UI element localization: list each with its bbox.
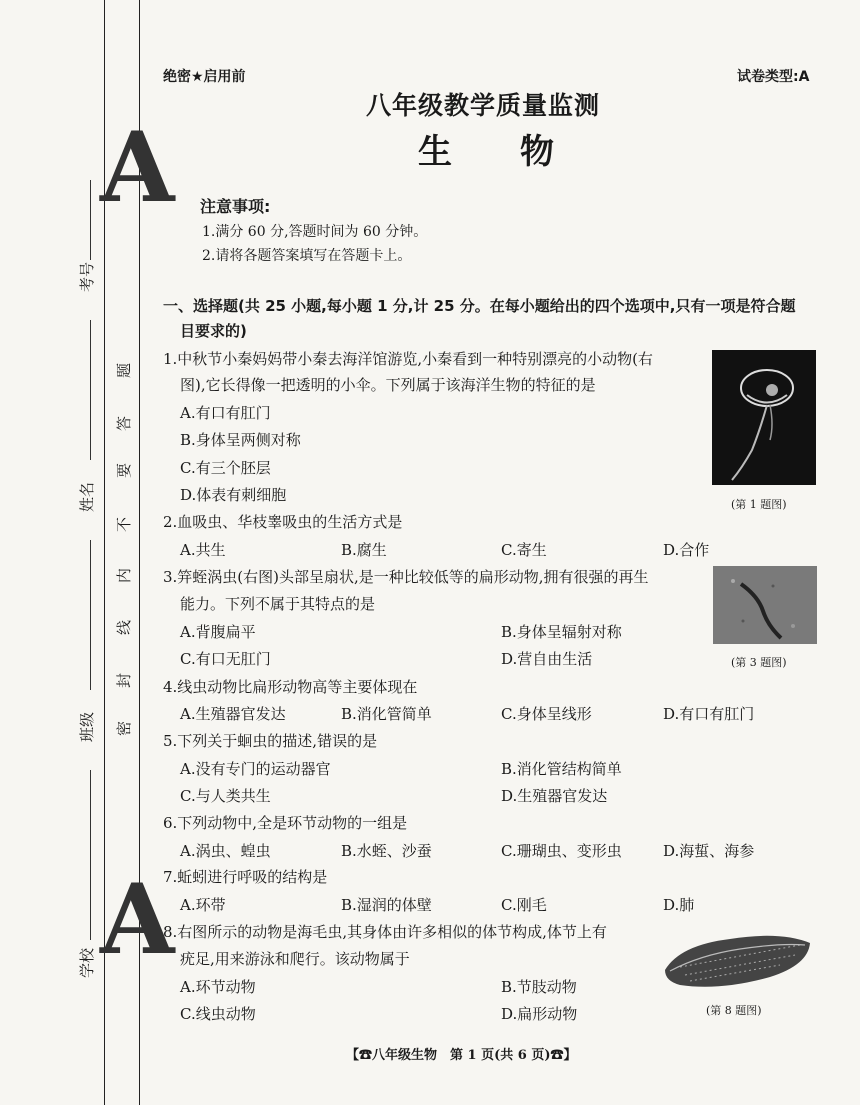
option: C.与人类共生 [180,787,271,805]
option: A.没有专门的运动器官 [180,760,331,778]
option: D.海蜇、海参 [663,842,755,860]
option: A.涡虫、蝗虫 [180,842,271,860]
option: B.消化管简单 [341,705,432,723]
option: A.有口有肛门 [180,404,271,422]
question-stem: 能力。下列不属于其特点的是 [180,595,376,613]
paper-type-letter-bottom: A [100,863,175,976]
sea-mouse-image [660,925,815,995]
option: B.水蛭、沙蚕 [341,842,432,860]
option: B.湿润的体壁 [341,896,432,914]
option: D.扁形动物 [501,1005,578,1023]
option: C.身体呈线形 [501,705,592,723]
section-heading: 一、选择题(共 25 小题,每小题 1 分,计 25 分。在每小题给出的四个选项中,只有一项是符合题 [163,297,796,315]
notes-item: 1.满分 60 分,答题时间为 60 分钟。 [202,224,428,240]
seal-char: 答 [115,415,134,432]
paper-type-letter-top: A [100,111,175,224]
exam-no-label: 考号 [78,261,96,292]
seal-char: 线 [115,619,134,636]
question-stem: 4.线虫动物比扁形动物高等主要体现在 [163,678,418,696]
seal-char: 要 [115,462,134,479]
question-stem: 1.中秋节小秦妈妈带小秦去海洋馆游览,小秦看到一种特别漂亮的小动物(右 [163,350,653,368]
option: D.肺 [663,896,695,914]
exam-no-line [90,180,91,260]
planarian-image [713,566,817,644]
question-stem: 7.蚯蚓进行呼吸的结构是 [163,868,328,886]
option: D.生殖器官发达 [501,787,608,805]
page-footer: 【☎八年级生物 第 1 页(共 6 页)☎】 [346,1048,577,1063]
figure-caption: (第 8 题图) [706,1004,762,1017]
option: C.刚毛 [501,896,547,914]
option: B.节肢动物 [501,978,577,996]
question-stem: 图),它长得像一把透明的小伞。下列属于该海洋生物的特征的是 [180,376,596,394]
class-label: 班级 [78,711,96,742]
question-stem: 2.血吸虫、华枝睾吸虫的生活方式是 [163,513,403,531]
option: C.珊瑚虫、变形虫 [501,842,622,860]
notes-heading: 注意事项: [200,197,271,216]
question-stem: 疣足,用来游泳和爬行。该动物属于 [180,950,410,968]
name-line [90,320,91,460]
confidential-mark: 绝密★启用前 [163,69,246,85]
option: D.体表有刺细胞 [180,486,287,504]
question-stem: 8.右图所示的动物是海毛虫,其身体由许多相似的体节构成,体节上有 [163,923,607,941]
option: A.背腹扁平 [180,623,256,641]
figure-caption: (第 3 题图) [731,656,787,669]
school-label: 学校 [78,947,96,978]
name-label: 姓名 [78,481,96,512]
section-heading-cont: 目要求的) [180,322,247,340]
option: C.线虫动物 [180,1005,256,1023]
seal-char: 不 [115,516,134,533]
seal-char: 题 [115,362,134,379]
school-line [90,770,91,940]
option: B.身体呈辐射对称 [501,623,622,641]
option: C.有三个胚层 [180,459,271,477]
paper-type: 试卷类型:A [737,69,810,85]
question-stem: 3.笄蛭涡虫(右图)头部呈扇状,是一种比较低等的扁形动物,拥有很强的再生 [163,568,649,586]
option: B.身体呈两侧对称 [180,431,301,449]
option: A.共生 [180,541,226,559]
option: C.寄生 [501,541,547,559]
option: A.环带 [180,896,226,914]
question-stem: 6.下列动物中,全是环节动物的一组是 [163,814,408,832]
option: A.生殖器官发达 [180,705,286,723]
class-line [90,540,91,690]
subject-title: 生 物 [418,132,554,172]
option: B.腐生 [341,541,387,559]
seal-char: 封 [115,672,134,689]
jellyfish-image [712,350,816,485]
question-stem: 5.下列关于蛔虫的描述,错误的是 [163,732,378,750]
option: C.有口无肛门 [180,650,271,668]
option: D.营自由生活 [501,650,593,668]
option: D.合作 [663,541,710,559]
option: B.消化管结构简单 [501,760,622,778]
option: D.有口有肛门 [663,705,755,723]
option: A.环节动物 [180,978,256,996]
page-title: 八年级教学质量监测 [366,91,601,120]
seal-char: 密 [115,720,134,737]
notes-item: 2.请将各题答案填写在答题卡上。 [202,248,412,264]
figure-caption: (第 1 题图) [731,498,787,511]
seal-char: 内 [115,567,134,584]
